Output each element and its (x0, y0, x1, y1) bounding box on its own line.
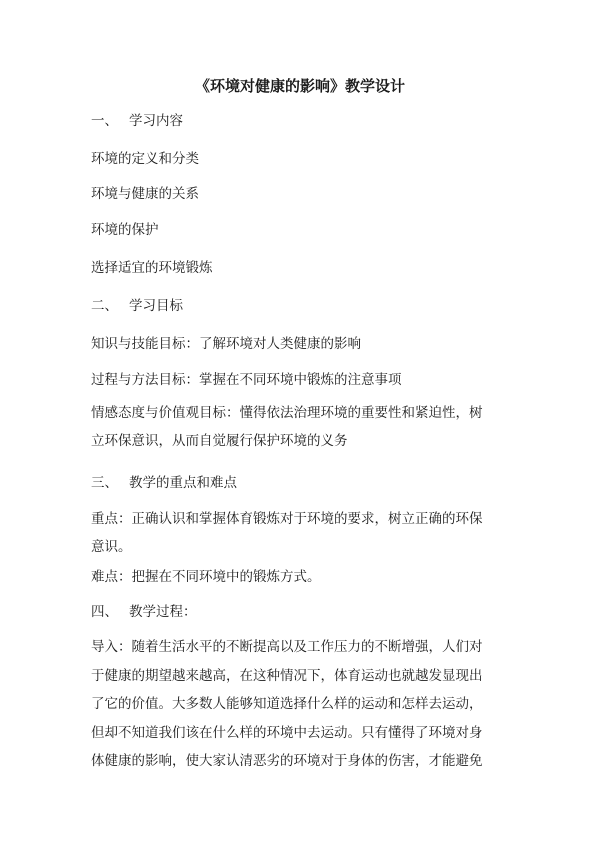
section-3-number: 三、 (91, 475, 118, 491)
section-3-heading (91, 474, 511, 492)
section-1-title: 学习内容 (129, 113, 183, 129)
goal-knowledge: 知识与技能目标：了解环境对人类健康的影响 (91, 336, 361, 352)
intro-line-4: 但却不知道我们该在什么样的环境中去运动。只有懂得了环境对身 (91, 724, 483, 741)
section-4-title: 教学过程： (129, 604, 197, 620)
key-point-line-2: 意识。 (91, 538, 132, 555)
section-2-heading (91, 297, 511, 315)
section-3-title: 教学的重点和难点 (129, 475, 237, 491)
goal-process: 过程与方法目标：掌握在不同环境中锻炼的注意事项 (91, 372, 402, 388)
intro-paragraph (91, 633, 509, 776)
content-item-1: 环境的定义和分类 (91, 151, 199, 167)
intro-line-5: 体健康的影响，使大家认清恶劣的环境对于身体的伤害，才能避免 (91, 753, 483, 769)
intro-line-1: 导入：随着生活水平的不断提高以及工作压力的不断增强，人们对 (91, 639, 483, 655)
content-item-4: 选择适宜的环境锻炼 (91, 260, 213, 276)
document-title: 《环境对健康的影响》教学设计 (194, 77, 405, 95)
intro-line-2: 于健康的期望越来越高，在这种情况下，体育运动也就越发显现出 (91, 667, 483, 684)
section-1-heading (91, 112, 511, 130)
section-4-number: 四、 (91, 604, 118, 620)
key-point (91, 506, 509, 561)
content-item-2: 环境与健康的关系 (91, 186, 199, 202)
section-2-number: 二、 (91, 298, 118, 314)
section-4-heading (91, 603, 511, 621)
intro-line-3: 了它的价值。大多数人能够知道选择什么样的运动和怎样去运动， (91, 696, 483, 712)
difficulty-point: 难点：把握在不同环境中的锻炼方式。 (91, 569, 321, 585)
goal-attitude-line-2: 立环保意识，从而自觉履行保护环境的义务 (91, 432, 348, 449)
key-point-line-1: 重点：正确认识和掌握体育锻炼对于环境的要求，树立正确的环保 (91, 511, 483, 527)
goal-attitude (91, 400, 509, 455)
section-2-title: 学习目标 (129, 298, 183, 314)
goal-attitude-line-1: 情感态度与价值观目标：懂得依法治理环境的重要性和紧迫性，树 (91, 405, 483, 421)
section-1-number: 一、 (91, 113, 118, 129)
content-item-3: 环境的保护 (91, 222, 159, 238)
